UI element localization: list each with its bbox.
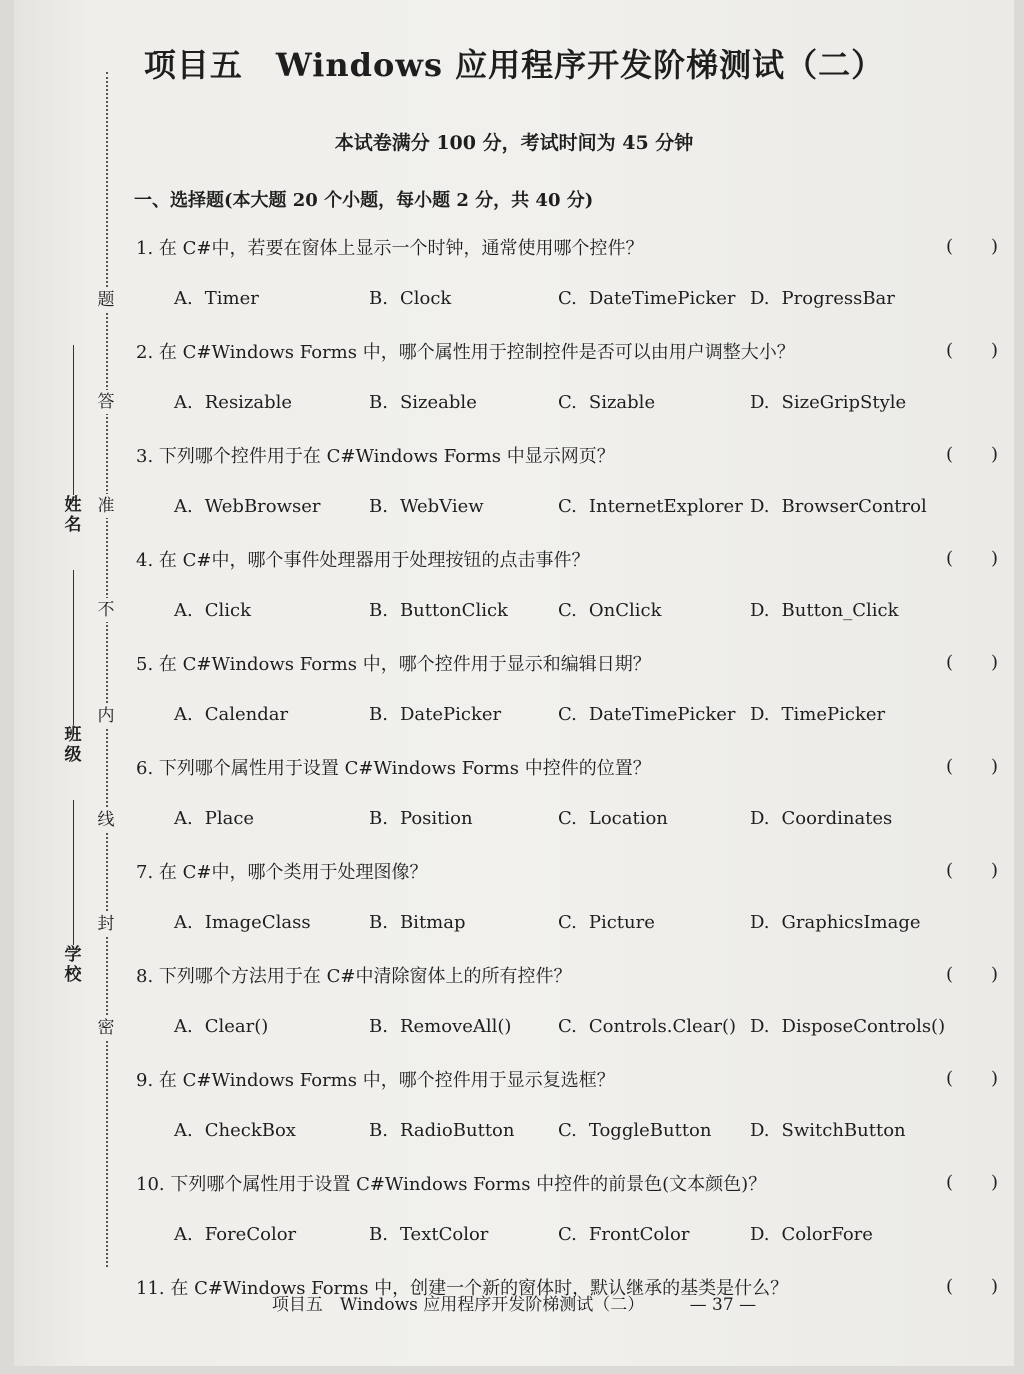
option-c bbox=[558, 600, 661, 621]
option-c bbox=[558, 1224, 689, 1245]
answer-blank[interactable] bbox=[946, 548, 998, 569]
question-stem: 10. 下列哪个属性用于设置 C#Windows Forms 中控件的前景色(文本颜色)？ bbox=[136, 1174, 767, 1195]
paren-open: ( bbox=[946, 964, 954, 985]
option-text: RadioButton bbox=[399, 1120, 515, 1141]
option-text: DateTimePicker bbox=[588, 704, 736, 725]
option-text: Controls.Clear() bbox=[588, 1016, 737, 1037]
option-text: ProgressBar bbox=[781, 288, 895, 309]
school-field bbox=[62, 800, 84, 985]
option-b bbox=[369, 600, 508, 621]
option-text: ColorFore bbox=[781, 1224, 873, 1245]
option-d bbox=[750, 808, 892, 829]
answer-blank[interactable] bbox=[946, 340, 998, 361]
section-heading: 一、选择题(本大题 20 个小题，每小题 2 分，共 40 分) bbox=[134, 190, 594, 211]
option-text: Clock bbox=[399, 288, 452, 309]
paren-close: ) bbox=[990, 340, 998, 361]
option-c bbox=[558, 496, 743, 517]
binding-char: 线 bbox=[94, 808, 118, 832]
option-letter: B. bbox=[369, 600, 388, 621]
option-letter: C. bbox=[558, 912, 577, 933]
option-text: Timer bbox=[204, 288, 259, 309]
page-number: — 37 — bbox=[689, 1295, 757, 1315]
option-letter: D. bbox=[750, 808, 770, 829]
school-label: 学校 bbox=[64, 945, 82, 985]
question-8 bbox=[136, 962, 998, 1062]
name-field bbox=[62, 345, 84, 535]
option-b bbox=[369, 1120, 514, 1141]
option-a bbox=[174, 496, 321, 517]
option-b bbox=[369, 1016, 511, 1037]
option-d bbox=[750, 600, 899, 621]
option-letter: A. bbox=[174, 1224, 193, 1245]
question-stem: 7. 在 C#中，哪个类用于处理图像？ bbox=[136, 862, 428, 883]
option-letter: A. bbox=[174, 288, 193, 309]
paren-close: ) bbox=[990, 652, 998, 673]
page-footer bbox=[14, 1290, 1014, 1315]
option-text: Calendar bbox=[204, 704, 289, 725]
option-b bbox=[369, 496, 484, 517]
option-text: ToggleButton bbox=[588, 1120, 712, 1141]
option-letter: B. bbox=[369, 1224, 388, 1245]
option-letter: B. bbox=[369, 704, 388, 725]
option-text: Place bbox=[204, 808, 255, 829]
paren-close: ) bbox=[990, 1172, 998, 1193]
option-letter: A. bbox=[174, 496, 193, 517]
answer-blank[interactable] bbox=[946, 756, 998, 777]
option-a bbox=[174, 392, 292, 413]
option-letter: A. bbox=[174, 1016, 193, 1037]
option-a bbox=[174, 288, 259, 309]
option-letter: C. bbox=[558, 288, 577, 309]
option-letter: D. bbox=[750, 600, 770, 621]
binding-char: 准 bbox=[94, 494, 118, 518]
option-letter: B. bbox=[369, 496, 388, 517]
option-b bbox=[369, 288, 451, 309]
question-3 bbox=[136, 442, 998, 542]
paren-open: ( bbox=[946, 652, 954, 673]
question-stem: 11. 在 C#Windows Forms 中，创建一个新的窗体时，默认继承的基类是什么？ bbox=[136, 1278, 789, 1299]
option-letter: D. bbox=[750, 496, 770, 517]
option-text: Coordinates bbox=[781, 808, 893, 829]
option-a bbox=[174, 1016, 268, 1037]
option-letter: A. bbox=[174, 1120, 193, 1141]
binding-char: 内 bbox=[94, 704, 118, 728]
option-text: Click bbox=[204, 600, 252, 621]
option-letter: D. bbox=[750, 912, 770, 933]
option-a bbox=[174, 808, 254, 829]
class-label: 班级 bbox=[64, 725, 82, 765]
option-letter: B. bbox=[369, 288, 388, 309]
option-d bbox=[750, 1016, 945, 1037]
option-text: InternetExplorer bbox=[588, 496, 743, 517]
option-text: CheckBox bbox=[204, 1120, 296, 1141]
exam-info: 本试卷满分 100 分，考试时间为 45 分钟 bbox=[334, 132, 694, 154]
question-stem: 9. 在 C#Windows Forms 中，哪个控件用于显示复选框？ bbox=[136, 1070, 615, 1091]
question-1 bbox=[136, 234, 998, 334]
option-c bbox=[558, 1120, 711, 1141]
option-b bbox=[369, 392, 477, 413]
option-c bbox=[558, 808, 668, 829]
option-letter: B. bbox=[369, 392, 388, 413]
paren-open: ( bbox=[946, 1172, 954, 1193]
option-b bbox=[369, 1224, 488, 1245]
option-a bbox=[174, 704, 288, 725]
binding-char: 不 bbox=[94, 598, 118, 622]
option-text: Bitmap bbox=[399, 912, 466, 933]
binding-dotted-line bbox=[106, 72, 108, 1267]
option-letter: C. bbox=[558, 808, 577, 829]
option-letter: D. bbox=[750, 288, 770, 309]
binding-char: 密 bbox=[94, 1016, 118, 1040]
question-stem: 6. 下列哪个属性用于设置 C#Windows Forms 中控件的位置？ bbox=[136, 758, 651, 779]
question-stem: 4. 在 C#中，哪个事件处理器用于处理按钮的点击事件？ bbox=[136, 550, 590, 571]
question-5 bbox=[136, 650, 998, 750]
option-d bbox=[750, 496, 927, 517]
paren-close: ) bbox=[990, 444, 998, 465]
option-text: Clear() bbox=[204, 1016, 269, 1037]
paren-close: ) bbox=[990, 236, 998, 257]
option-a bbox=[174, 1120, 296, 1141]
paren-open: ( bbox=[946, 1276, 954, 1297]
page-title: 项目五 Windows 应用程序开发阶梯测试（二） bbox=[143, 46, 885, 84]
option-letter: C. bbox=[558, 496, 577, 517]
option-letter: C. bbox=[558, 1224, 577, 1245]
option-text: TextColor bbox=[399, 1224, 489, 1245]
footer-text: 项目五 Windows 应用程序开发阶梯测试（二） bbox=[271, 1295, 645, 1315]
option-a bbox=[174, 912, 311, 933]
option-text: RemoveAll() bbox=[399, 1016, 512, 1037]
option-text: DisposeControls() bbox=[781, 1016, 946, 1037]
option-letter: A. bbox=[174, 808, 193, 829]
option-letter: D. bbox=[750, 392, 770, 413]
binding-char: 答 bbox=[94, 390, 118, 414]
paren-close: ) bbox=[990, 860, 998, 881]
question-10 bbox=[136, 1170, 998, 1270]
question-7 bbox=[136, 858, 998, 958]
option-b bbox=[369, 704, 501, 725]
option-text: WebBrowser bbox=[204, 496, 321, 517]
answer-blank[interactable] bbox=[946, 860, 998, 881]
option-letter: C. bbox=[558, 1120, 577, 1141]
option-text: SizeGripStyle bbox=[781, 392, 907, 413]
option-letter: B. bbox=[369, 1016, 388, 1037]
question-stem: 8. 下列哪个方法用于在 C#中清除窗体上的所有控件？ bbox=[136, 966, 572, 987]
question-4 bbox=[136, 546, 998, 646]
question-2 bbox=[136, 338, 998, 438]
paren-open: ( bbox=[946, 236, 954, 257]
paren-open: ( bbox=[946, 340, 954, 361]
paren-close: ) bbox=[990, 1276, 998, 1297]
option-text: ButtonClick bbox=[399, 600, 508, 621]
option-letter: C. bbox=[558, 1016, 577, 1037]
option-c bbox=[558, 1016, 736, 1037]
answer-blank[interactable] bbox=[946, 1172, 998, 1193]
option-d bbox=[750, 1120, 906, 1141]
question-stem: 5. 在 C#Windows Forms 中，哪个控件用于显示和编辑日期？ bbox=[136, 654, 651, 675]
question-stem: 1. 在 C#中，若要在窗体上显示一个时钟，通常使用哪个控件？ bbox=[136, 238, 644, 259]
option-letter: B. bbox=[369, 808, 388, 829]
answer-blank[interactable] bbox=[946, 236, 998, 257]
paren-open: ( bbox=[946, 1068, 954, 1089]
paren-close: ) bbox=[990, 964, 998, 985]
paren-close: ) bbox=[990, 1068, 998, 1089]
option-d bbox=[750, 288, 895, 309]
option-letter: D. bbox=[750, 704, 770, 725]
paren-open: ( bbox=[946, 548, 954, 569]
answer-blank[interactable] bbox=[946, 964, 998, 985]
option-c bbox=[558, 704, 736, 725]
option-letter: C. bbox=[558, 392, 577, 413]
option-c bbox=[558, 392, 655, 413]
option-d bbox=[750, 1224, 873, 1245]
option-text: DateTimePicker bbox=[588, 288, 736, 309]
option-b bbox=[369, 912, 466, 933]
paren-close: ) bbox=[990, 548, 998, 569]
option-text: GraphicsImage bbox=[781, 912, 921, 933]
option-letter: D. bbox=[750, 1016, 770, 1037]
option-b bbox=[369, 808, 473, 829]
option-text: Position bbox=[399, 808, 473, 829]
question-stem: 3. 下列哪个控件用于在 C#Windows Forms 中显示网页？ bbox=[136, 446, 615, 467]
binding-char: 封 bbox=[94, 912, 118, 936]
paren-open: ( bbox=[946, 756, 954, 777]
option-d bbox=[750, 704, 885, 725]
option-text: Sizable bbox=[588, 392, 656, 413]
paren-open: ( bbox=[946, 444, 954, 465]
option-letter: A. bbox=[174, 912, 193, 933]
option-text: Sizeable bbox=[399, 392, 477, 413]
option-text: Button_Click bbox=[781, 600, 899, 621]
option-text: WebView bbox=[399, 496, 484, 517]
option-a bbox=[174, 1224, 296, 1245]
paren-open: ( bbox=[946, 860, 954, 881]
option-letter: C. bbox=[558, 704, 577, 725]
option-letter: B. bbox=[369, 912, 388, 933]
option-text: OnClick bbox=[588, 600, 662, 621]
option-c bbox=[558, 912, 655, 933]
name-label: 姓名 bbox=[64, 495, 82, 535]
option-text: Picture bbox=[588, 912, 655, 933]
question-11 bbox=[136, 1274, 998, 1374]
option-letter: A. bbox=[174, 704, 193, 725]
answer-blank[interactable] bbox=[946, 1068, 998, 1089]
option-text: ImageClass bbox=[204, 912, 311, 933]
option-letter: A. bbox=[174, 392, 193, 413]
option-letter: D. bbox=[750, 1224, 770, 1245]
option-letter: C. bbox=[558, 600, 577, 621]
class-field bbox=[62, 570, 84, 765]
binding-char: 题 bbox=[94, 288, 118, 312]
option-text: DatePicker bbox=[399, 704, 502, 725]
option-a bbox=[174, 600, 251, 621]
option-text: FrontColor bbox=[588, 1224, 690, 1245]
option-d bbox=[750, 912, 921, 933]
option-d bbox=[750, 392, 906, 413]
option-letter: A. bbox=[174, 600, 193, 621]
answer-blank[interactable] bbox=[946, 652, 998, 673]
option-letter: B. bbox=[369, 1120, 388, 1141]
option-letter: D. bbox=[750, 1120, 770, 1141]
answer-blank[interactable] bbox=[946, 444, 998, 465]
option-c bbox=[558, 288, 736, 309]
option-text: Location bbox=[588, 808, 668, 829]
exam-page bbox=[14, 0, 1014, 1366]
option-text: ForeColor bbox=[204, 1224, 297, 1245]
question-6 bbox=[136, 754, 998, 854]
option-text: TimePicker bbox=[781, 704, 886, 725]
question-stem: 2. 在 C#Windows Forms 中，哪个属性用于控制控件是否可以由用户调整大小？ bbox=[136, 342, 795, 363]
option-text: SwitchButton bbox=[781, 1120, 906, 1141]
question-9 bbox=[136, 1066, 998, 1166]
option-text: BrowserControl bbox=[781, 496, 927, 517]
paren-close: ) bbox=[990, 756, 998, 777]
option-text: Resizable bbox=[204, 392, 293, 413]
